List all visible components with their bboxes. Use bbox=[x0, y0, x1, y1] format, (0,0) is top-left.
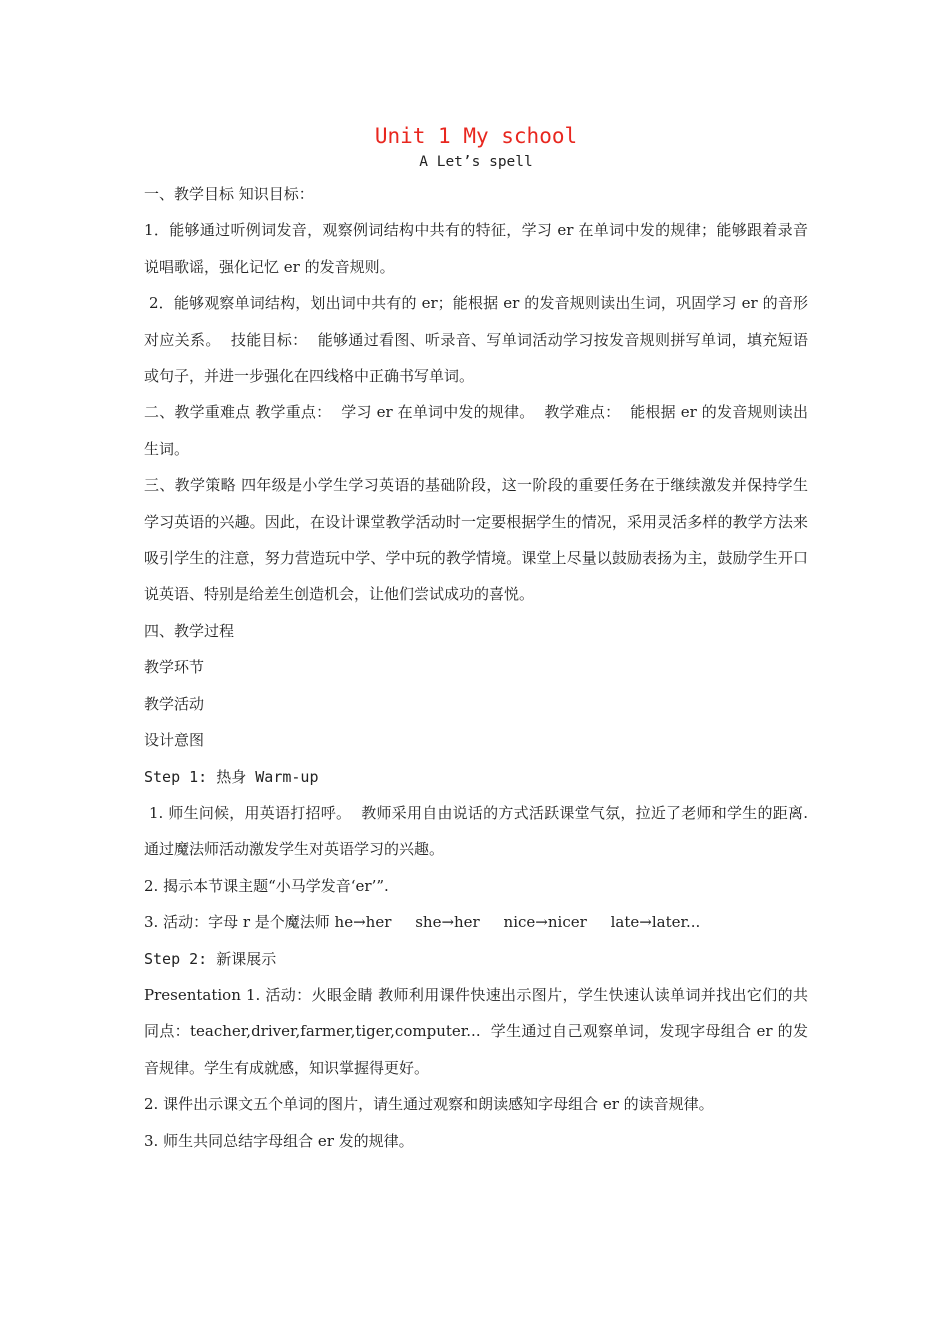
document-subtitle: A Let’s spell bbox=[419, 154, 533, 170]
paragraph-step-1-item-1: 1. 师生问候，用英语打招呼。 教师采用自由说话的方式活跃课堂气氛，拉近了老师和学生的距离.通过魔法师活动激发学生对英语学习的兴趣。 bbox=[144, 803, 808, 859]
paragraph-presentation-3: 3. 师生共同总结字母组合 er 发的规律。 bbox=[144, 1131, 414, 1150]
paragraph-step-2: Step 2: 新课展示 bbox=[144, 949, 277, 968]
paragraph-objective-1: 1．能够通过听例词发音，观察例词结构中共有的特征，学习 er 在单词中发的规律；能够跟着录音说唱歌谣，强化记忆 er 的发音规则。 bbox=[144, 221, 808, 276]
paragraph-objective-2: 2．能够观察单词结构，划出词中共有的 er；能根据 er 的发音规则读出生词，巩固学习 er 的音形对应关系。 技能目标： 能够通过看图、听录音、写单词活动学习按发音规则拼写单词，填充短语或句子，并进一步强化在四线格中正确书写单词。 bbox=[144, 294, 808, 386]
paragraph-step-1-item-3: 3. 活动：字母 r 是个魔法师 he→her she→her nice→nicer late→later... bbox=[144, 913, 701, 932]
paragraph-key-points: 二、教学重难点 教学重点： 学习 er 在单词中发的规律。 教学难点： 能根据 er 的发音规则读出生词。 bbox=[144, 403, 808, 458]
paragraph-step-1: Step 1: 热身 Warm-up bbox=[144, 767, 319, 786]
paragraph-teaching-step: 教学环节 bbox=[144, 658, 205, 677]
paragraph-design-intent: 设计意图 bbox=[144, 731, 205, 750]
paragraph-process-heading: 四、教学过程 bbox=[144, 621, 235, 640]
document-page bbox=[144, 120, 808, 1159]
paragraph-presentation-1: Presentation 1. 活动：火眼金睛 教师利用课件快速出示图片，学生快速认读单词并找出它们的共同点：teacher,driver,farmer,tiger,computer... 学生通过自己观察单词，发现字母组合 er 的发音规律。学生有成就感，知识掌握得更好。 bbox=[144, 985, 808, 1077]
document-title: Unit 1 My school bbox=[374, 124, 578, 148]
paragraph-step-1-item-2: 2. 揭示本节课主题“小马学发音‘er’”. bbox=[144, 876, 389, 895]
paragraph-teaching-activity: 教学活动 bbox=[144, 694, 205, 713]
paragraph-presentation-2: 2. 课件出示课文五个单词的图片，请生通过观察和朗读感知字母组合 er 的读音规律。 bbox=[144, 1095, 714, 1114]
paragraph-objectives-heading: 一、教学目标 知识目标： bbox=[144, 185, 314, 203]
paragraph-strategy: 三、教学策略 四年级是小学生学习英语的基础阶段，这一阶段的重要任务在于继续激发并保持学生学习英语的兴趣。因此，在设计课堂教学活动时一定要根据学生的情况，采用灵活多样的教学方法来吸引学生的注意，努力营造玩中学、学中玩的教学情境。课堂上尽量以鼓励表扬为主，鼓励学生开口说英语、特别是给差生创造机会，让他们尝试成功的喜悦。 bbox=[144, 476, 808, 604]
